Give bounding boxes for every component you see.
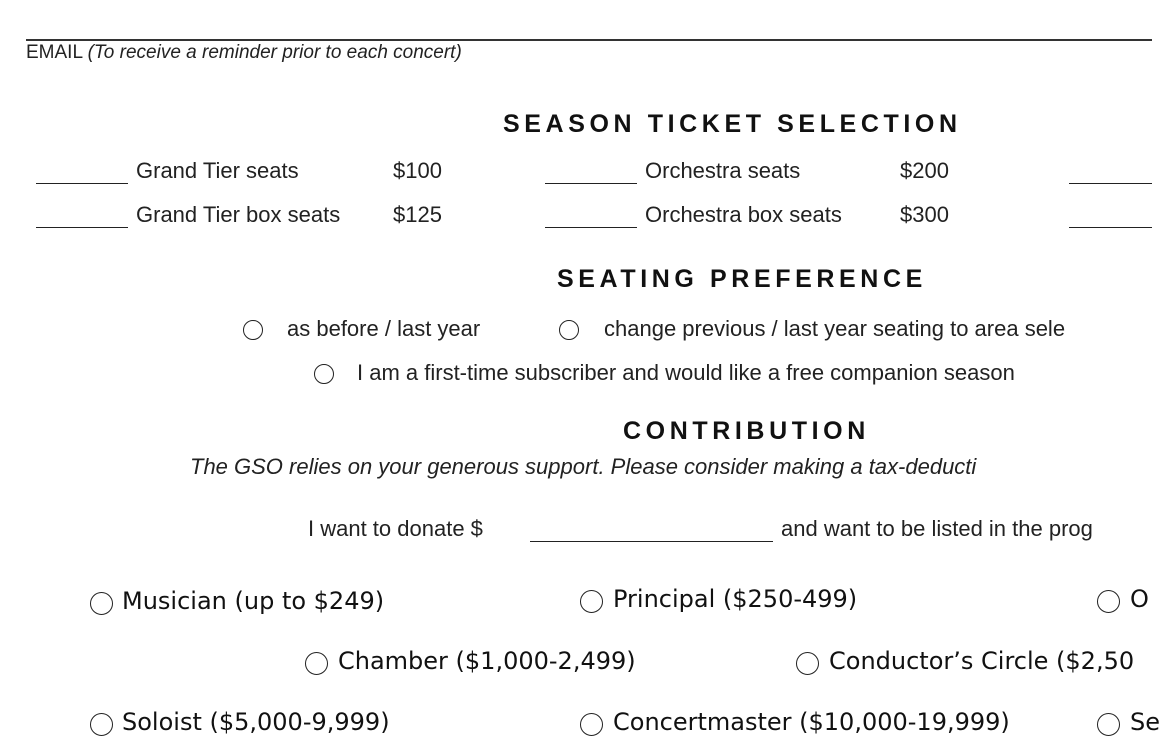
contribution-heading: CONTRIBUTION xyxy=(623,417,870,445)
level-o-label: O xyxy=(1130,585,1149,613)
orchestra-box-label: Orchestra box seats xyxy=(645,202,842,227)
level-chamber-label: Chamber ($1,000-2,499) xyxy=(338,647,636,675)
donate-prefix: I want to donate $ xyxy=(308,516,483,541)
level-musician-radio[interactable] xyxy=(90,592,113,615)
seating-preference-heading: SEATING PREFERENCE xyxy=(557,265,927,293)
level-concertmaster-label: Concertmaster ($10,000-19,999) xyxy=(613,708,1010,736)
donate-suffix: and want to be listed in the prog xyxy=(781,516,1093,541)
email-field-label xyxy=(26,42,462,64)
first-time-subscriber-label: I am a first-time subscriber and would like a free companion season xyxy=(357,360,1015,385)
level-conductors-circle-label: Conductor’s Circle ($2,50 xyxy=(829,647,1135,675)
orchestra-box-price: $300 xyxy=(900,202,949,227)
seating-as-before-radio[interactable] xyxy=(243,320,263,340)
orchestra-box-qty-field[interactable] xyxy=(545,227,637,228)
level-concertmaster-radio[interactable] xyxy=(580,713,603,736)
level-o-radio[interactable] xyxy=(1097,590,1120,613)
level-conductors-circle-radio[interactable] xyxy=(796,652,819,675)
first-time-subscriber-radio[interactable] xyxy=(314,364,334,384)
seating-change-radio[interactable] xyxy=(559,320,579,340)
donation-amount-field[interactable] xyxy=(530,541,773,542)
grand-tier-box-price: $125 xyxy=(393,202,442,227)
seating-change-label: change previous / last year seating to area sele xyxy=(604,316,1066,341)
level-principal-radio[interactable] xyxy=(580,590,603,613)
third-column-qty-field-2[interactable] xyxy=(1069,227,1152,228)
level-se-radio[interactable] xyxy=(1097,713,1120,736)
email-note: (To receive a reminder prior to each concert) xyxy=(87,42,462,63)
grand-tier-qty-field[interactable] xyxy=(36,183,128,184)
seating-as-before-label: as before / last year xyxy=(287,316,481,341)
orchestra-price: $200 xyxy=(900,158,949,183)
level-principal-label: Principal ($250-499) xyxy=(613,585,858,613)
level-soloist-radio[interactable] xyxy=(90,713,113,736)
email-label: EMAIL xyxy=(26,42,83,63)
orchestra-label: Orchestra seats xyxy=(645,158,801,183)
grand-tier-box-qty-field[interactable] xyxy=(36,227,128,228)
email-underline xyxy=(26,39,1152,41)
level-chamber-radio[interactable] xyxy=(305,652,328,675)
season-ticket-heading: SEASON TICKET SELECTION xyxy=(503,110,962,138)
third-column-qty-field-1[interactable] xyxy=(1069,183,1152,184)
grand-tier-label: Grand Tier seats xyxy=(136,158,299,183)
grand-tier-box-label: Grand Tier box seats xyxy=(136,202,341,227)
level-soloist-label: Soloist ($5,000-9,999) xyxy=(122,708,390,736)
level-se-label: Se xyxy=(1130,708,1160,736)
grand-tier-price: $100 xyxy=(393,158,442,183)
contribution-intro: The GSO relies on your generous support. Please consider making a tax-deducti xyxy=(190,454,977,479)
orchestra-qty-field[interactable] xyxy=(545,183,637,184)
level-musician-label: Musician (up to $249) xyxy=(122,587,385,615)
